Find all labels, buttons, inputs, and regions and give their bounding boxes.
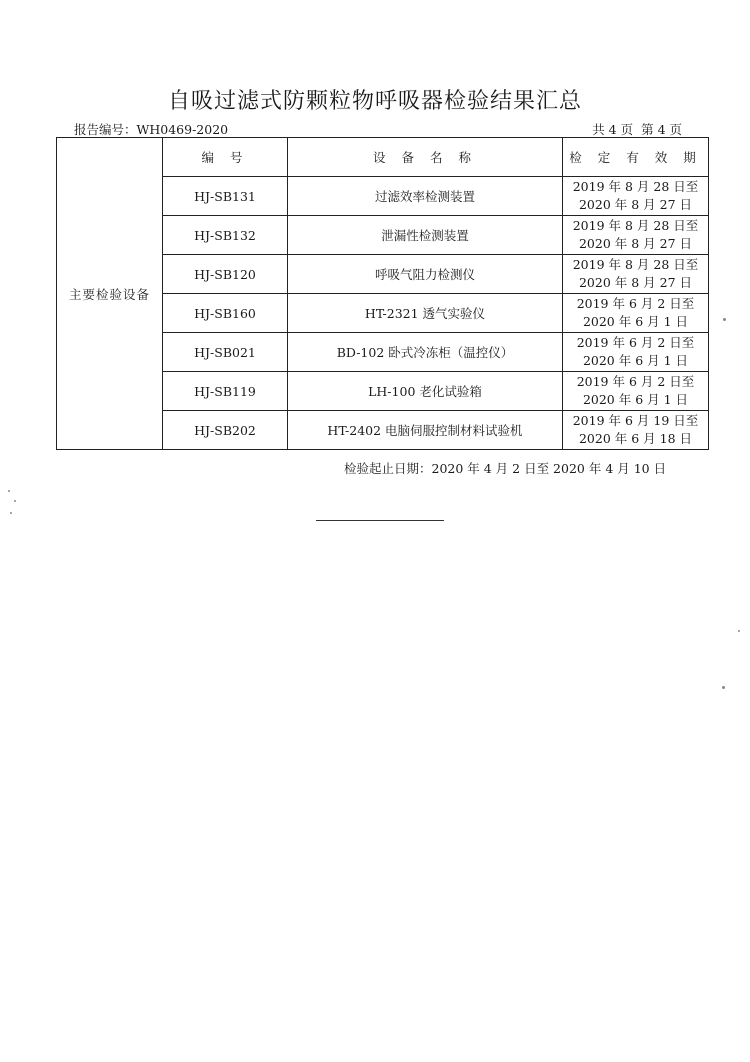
equipment-name: LH-100 老化试验箱 [288, 372, 563, 411]
valid-from: 2019 年 8 月 28 日至 [572, 179, 699, 194]
validity-period [563, 411, 709, 450]
report-number-value: WH0469-2020 [136, 122, 229, 137]
header-validity: 检 定 有 效 期 [563, 138, 709, 177]
equipment-name: BD-102 卧式冷冻柜（温控仪） [288, 333, 563, 372]
scan-speck [722, 686, 725, 689]
valid-to: 2020 年 8 月 27 日 [578, 197, 693, 212]
inspection-period: 检验起止日期：2020 年 4 月 2 日至 2020 年 4 月 10 日 [344, 461, 667, 476]
valid-from: 2019 年 8 月 28 日至 [572, 218, 699, 233]
valid-to: 2020 年 6 月 1 日 [582, 314, 689, 329]
equipment-name: HT-2321 透气实验仪 [288, 294, 563, 333]
header-code: 编 号 [163, 138, 288, 177]
valid-to: 2020 年 8 月 27 日 [578, 236, 693, 251]
equipment-code: HJ-SB202 [163, 411, 288, 450]
validity-period [563, 333, 709, 372]
scan-speck [738, 630, 740, 632]
scan-speck [10, 512, 12, 514]
equipment-name: 呼吸气阻力检测仪 [288, 255, 563, 294]
validity-period [563, 372, 709, 411]
report-number-label: 报告编号： [74, 122, 137, 137]
scan-speck [723, 318, 726, 321]
valid-from: 2019 年 6 月 2 日至 [576, 335, 695, 350]
valid-to: 2020 年 8 月 27 日 [578, 275, 693, 290]
scan-speck [14, 500, 16, 502]
valid-to: 2020 年 6 月 18 日 [578, 431, 693, 446]
header-name: 设 备 名 称 [288, 138, 563, 177]
equipment-code: HJ-SB119 [163, 372, 288, 411]
equipment-table [56, 137, 709, 450]
equipment-name: 过滤效率检测装置 [288, 177, 563, 216]
valid-from: 2019 年 6 月 2 日至 [576, 296, 695, 311]
page-indicator [592, 120, 682, 138]
validity-period [563, 294, 709, 333]
equipment-code: HJ-SB120 [163, 255, 288, 294]
current-page: 第 4 页 [641, 122, 682, 137]
equipment-code: HJ-SB131 [163, 177, 288, 216]
equipment-name: 泄漏性检测装置 [288, 216, 563, 255]
valid-to: 2020 年 6 月 1 日 [582, 353, 689, 368]
valid-to: 2020 年 6 月 1 日 [582, 392, 689, 407]
valid-from: 2019 年 6 月 19 日至 [572, 413, 699, 428]
validity-period [563, 177, 709, 216]
scan-speck [8, 490, 10, 492]
equipment-code: HJ-SB021 [163, 333, 288, 372]
valid-from: 2019 年 8 月 28 日至 [572, 257, 699, 272]
validity-period [563, 216, 709, 255]
document-title: 自吸过滤式防颗粒物呼吸器检验结果汇总 [167, 89, 582, 114]
equipment-code: HJ-SB160 [163, 294, 288, 333]
equipment-code: HJ-SB132 [163, 216, 288, 255]
table-header-row [57, 138, 709, 177]
category-cell: 主要检验设备 [57, 138, 163, 450]
valid-from: 2019 年 6 月 2 日至 [576, 374, 695, 389]
report-number [74, 120, 228, 138]
end-divider [316, 520, 444, 521]
validity-period [563, 255, 709, 294]
equipment-name: HT-2402 电脑伺服控制材料试验机 [288, 411, 563, 450]
total-pages: 共 4 页 [592, 122, 634, 137]
